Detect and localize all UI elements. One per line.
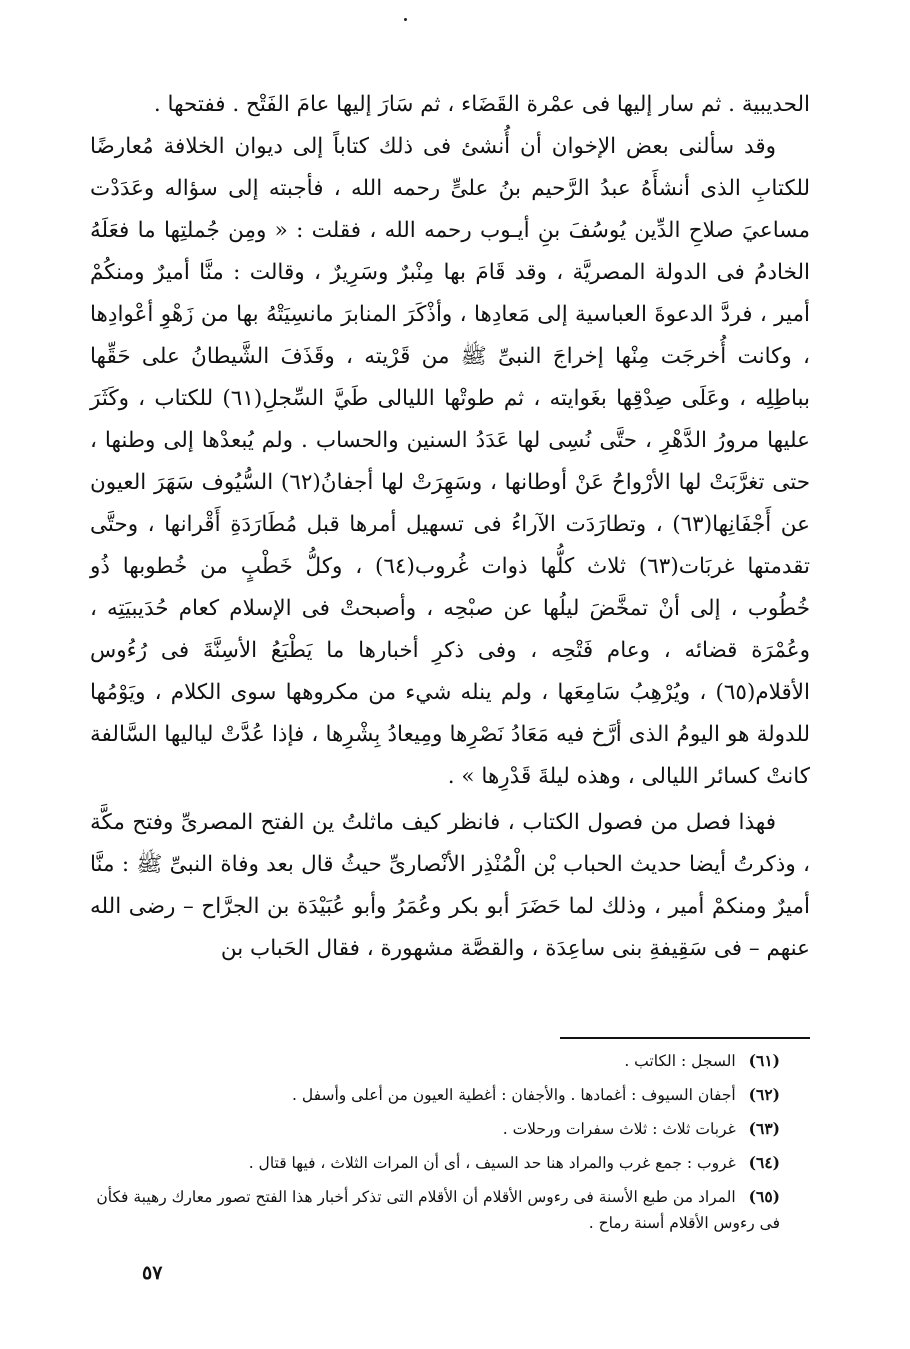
- footnote-63: [90, 1116, 810, 1142]
- page-number: ٥٧: [142, 1262, 163, 1284]
- main-text: [90, 84, 810, 970]
- footnote-61: [90, 1048, 810, 1074]
- footnote-number: (٦٢): [748, 1085, 780, 1104]
- footnotes: [90, 1048, 810, 1244]
- footnote-text: غروب : جمع غرب والمراد هنا حد السيف ، أى أن المرات الثلاث ، فيها قتال .: [248, 1154, 736, 1172]
- footnote-divider: [560, 1037, 810, 1039]
- scan-speck: [404, 18, 407, 21]
- footnote-text: السجل : الكاتب .: [624, 1052, 736, 1070]
- footnote-65: [90, 1184, 810, 1236]
- footnote-62: [90, 1082, 810, 1108]
- paragraph-2: وقد سألنى بعض الإخوان أن أُنشئ فى ذلك كتاباً إلى ديوان الخلافة مُعارضًا للكتابِ الذى أنشأَهُ عبدُ الرَّحيم بنُ علىٍّ رحمه الله ، فأجبته إلى سؤاله وعَدَدْت مساعيَ صلاحِ الدِّين يُوسُفَ بنِ أيـوب رحمه الله ، فقلت : « ومِن جُملتِها ما فعَلَهُ الخادمُ فى الدولة المصريَّة ، وقد قَامَ بها مِنْبرٌ وسَرِيرٌ ، وقالت : منَّا أميرٌ ومنكُمْ أمير ، فردَّ الدعوةَ العباسية إلى مَعادِها ، وأذْكَرَ المنابرَ مانسِيَتْهُ بها من زَهْوِ أعْوادِها ، وكانت أُخرجَت مِنْها إخراجَ النبىِّ ﷺ من قَرْيته ، وقَذَفَ الشَّيطانُ على حَقِّها بباطِلِه ، وعَلَى صِدْقِها بغَوايته ، ثم طوتْها الليالى طَيَّ السِّجلِ(٦١) للكتاب ، وكَثَرَ عليها مرورُ الدَّهْرِ ، حتَّى نُسِى لها عَدَدُ السنين والحساب . ولم يُبعدْها إلى وطنها ، حتى تغرَّبَتْ لها الأرْواحُ عَنْ أوطانها ، وسَهِرَتْ لها أجفانُ(٦٢) السُّيُوف سَهَرَ العيون عن أَجْفَانِها(٦٣) ، وتطارَدَت الآراءُ فى تسهيل أمرها قبل مُطَارَدَةِ أَقْرانها ، وحتَّى تقدمتها غربَات(٦٣) ثلاث كلُّها ذوات غُروب(٦٤) ، وكلُّ خَطْبٍ من خُطوبها ذُو خُطُوب ، إلى أنْ تمخَّضَ ليلُها عن صبْحِه ، وأصبحتْ فى الإسلام كعام حُدَيبيَتِه ، وعُمْرَة قضائه ، وعام فَتْحِه ، وفى ذكرِ أخبارها ما يَطْبَعُ الأسِنَّةَ فى رُءُوس الأقلام(٦٥) ، ويُرْهِبُ سَامِعَها ، ولم ينله شيء من مكروهها سوى الكلام ، ويَوْمُها للدولة هو اليومُ الذى أرَّخ فيه مَعَادُ نَصْرِها ومِيعادُ بِشْرِها ، فإذا عُدَّتْ لياليها السَّالفة كانتْ كسائر الليالى ، وهذه ليلةَ قَدْرِها » .: [90, 134, 811, 789]
- footnote-text: غربات ثلاث : ثلاث سفرات ورحلات .: [502, 1120, 736, 1138]
- footnote-number: (٦٤): [748, 1153, 780, 1172]
- footnote-text: أجفان السيوف : أغمادها . والأجفان : أغطية العيون من أعلى وأسفل .: [292, 1086, 736, 1104]
- paragraph-3: فهذا فصل من فصول الكتاب ، فانظر كيف ماثلتُ ين الفتح المصرىِّ وفتح مكَّة ، وذكرتُ أيضا حديث الحباب بْن الْمُنْذِر الأنْصارىِّ حيثُ قال بعد وفاة النبىِّ ﷺ : منَّا أميرٌ ومنكمْ أمير ، وذلك لما حَضَرَ أبو بكر وعُمَرُ وأبو عُبَيْدَة بن الجرَّاح – رضى الله عنهم – فى سَقِيفةِ بنى ساعِدَة ، والقصَّة مشهورة ، فقال الحَباب بن: [90, 810, 810, 961]
- footnote-64: [90, 1150, 810, 1176]
- footnote-number: (٦١): [748, 1051, 780, 1070]
- paragraph-1: الحديبية . ثم سار إليها فى عمْرة القَضَاء ، ثم سَارَ إليها عامَ الفَتْح . ففتحها .: [153, 92, 810, 117]
- footnote-text: المراد من طبع الأسنة فى رءوس الأقلام أن الأقلام التى تذكر أخبار هذا الفتح تصور معارك رهيبة فكأن فى رءوس الأقلام أسنة رماح .: [96, 1188, 780, 1232]
- footnote-number: (٦٥): [748, 1187, 780, 1206]
- footnote-number: (٦٣): [748, 1119, 780, 1138]
